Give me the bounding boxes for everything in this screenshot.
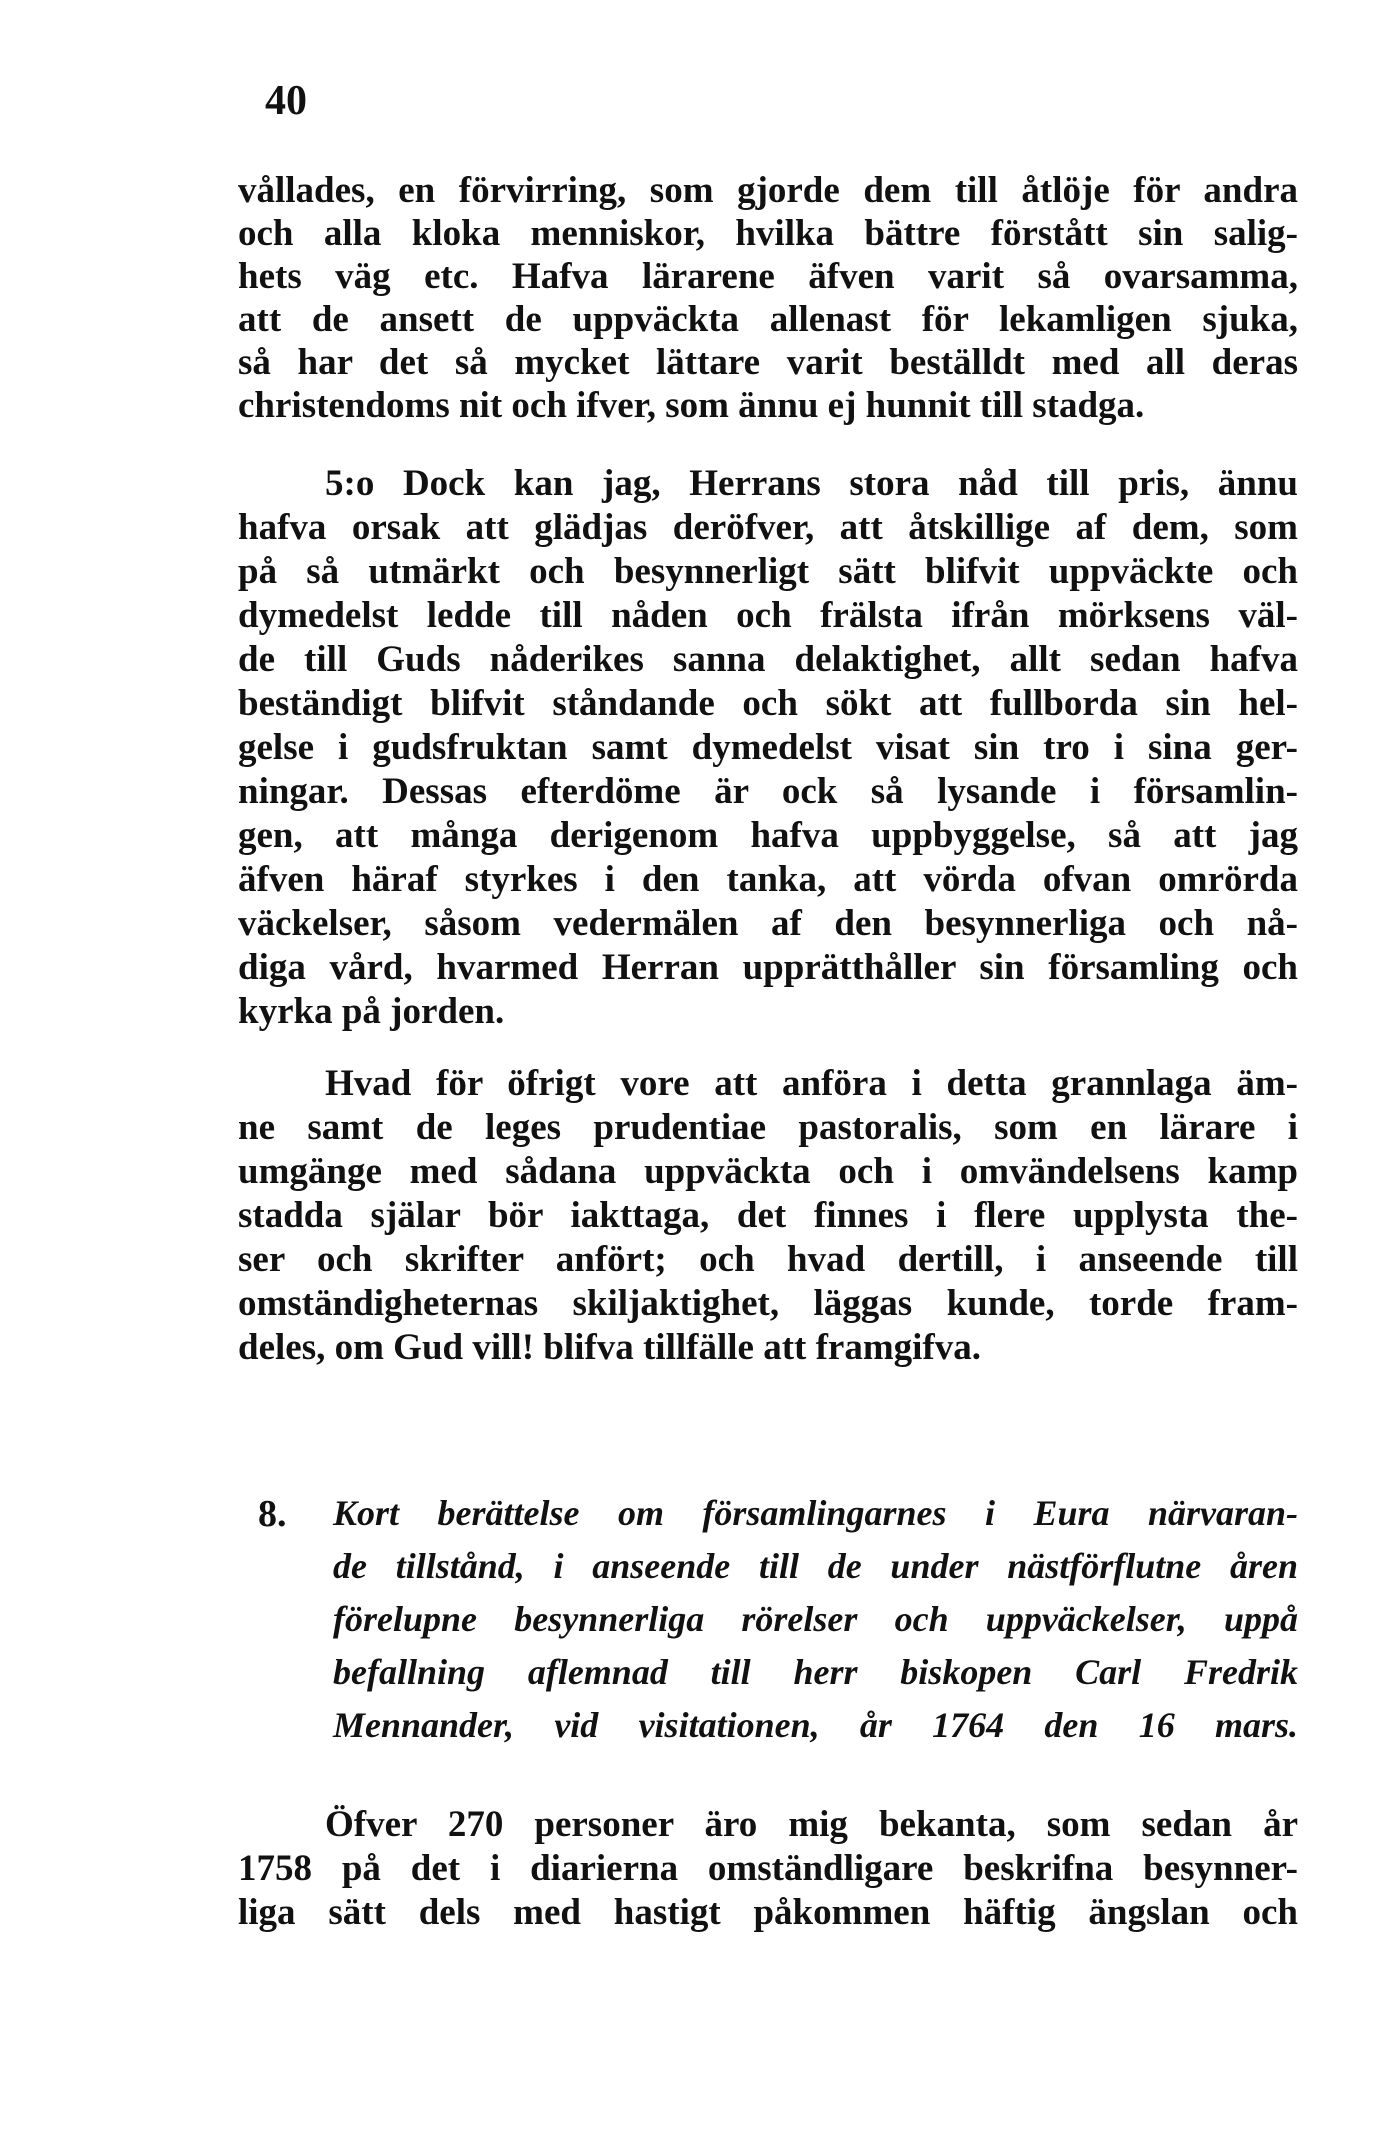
heading-line: Mennander, vid visitationen, år 1764 den 16 mars.	[333, 1705, 1298, 1745]
text-line: vållades, en förvirring, som gjorde dem till åtlöje för andra	[238, 170, 1298, 211]
text-line: gen, att många derigenom hafva uppbyggelse, så att jag	[238, 815, 1298, 856]
text-line: dymedelst ledde till nåden och frälsta ifrån mörksens väl-	[238, 595, 1298, 636]
text-line: ser och skrifter anfört; och hvad dertill, i anseende till	[238, 1239, 1298, 1280]
text-line: christendoms nit och ifver, som ännu ej hunnit till stadga.	[238, 385, 1145, 426]
text-line: stadda själar bör iakttaga, det finnes i flere upplysta the-	[238, 1195, 1298, 1236]
text-line: äfven häraf styrkes i den tanka, att vörda ofvan omrörda	[238, 859, 1298, 900]
text-line: de till Guds nåderikes sanna delaktighet, allt sedan hafva	[238, 639, 1298, 680]
text-line: Öfver 270 personer äro mig bekanta, som sedan år	[325, 1804, 1298, 1845]
text-line: gelse i gudsfruktan samt dymedelst visat sin tro i sina ger-	[238, 727, 1298, 768]
heading-line: Kort berättelse om församlingarnes i Eura närvaran-	[333, 1493, 1298, 1533]
text-line: kyrka på jorden.	[238, 991, 505, 1032]
text-line: diga vård, hvarmed Herran upprätthåller sin församling och	[238, 947, 1298, 988]
page-number: 40	[265, 78, 307, 124]
text-line: deles, om Gud vill! blifva tillfälle att framgifva.	[238, 1327, 981, 1368]
text-line: på så utmärkt och besynnerligt sätt blifvit uppväckte och	[238, 551, 1298, 592]
heading-line: förelupne besynnerliga rörelser och uppväckelser, uppå	[333, 1599, 1298, 1639]
text-line: 5:o Dock kan jag, Herrans stora nåd till pris, ännu	[325, 463, 1298, 504]
section-number: 8.	[258, 1493, 287, 1535]
heading-line: befallning aflemnad till herr biskopen Carl Fredrik	[333, 1652, 1298, 1692]
text-line: så har det så mycket lättare varit beställdt med all deras	[238, 342, 1298, 383]
text-line: och alla kloka menniskor, hvilka bättre förstått sin salig-	[238, 213, 1298, 254]
text-line: liga sätt dels med hastigt påkommen häftig ängslan och	[238, 1892, 1298, 1933]
text-line: ningar. Dessas efterdöme är ock så lysande i församlin-	[238, 771, 1298, 812]
text-line: umgänge med sådana uppväckta och i omvändelsens kamp	[238, 1151, 1298, 1192]
text-line: 1758 på det i diarierna omständligare beskrifna besynner-	[238, 1848, 1298, 1889]
text-line: omständigheternas skiljaktighet, läggas kunde, torde fram-	[238, 1283, 1298, 1324]
text-line: beständigt blifvit ståndande och sökt att fullborda sin hel-	[238, 683, 1298, 724]
heading-line: de tillstånd, i anseende till de under nästförflutne åren	[333, 1546, 1298, 1586]
text-line: Hvad för öfrigt vore att anföra i detta grannlaga äm-	[325, 1063, 1298, 1104]
text-line: hets väg etc. Hafva lärarene äfven varit så ovarsamma,	[238, 256, 1298, 297]
text-line: väckelser, såsom vedermälen af den besynnerliga och nå-	[238, 903, 1298, 944]
text-line: att de ansett de uppväckta allenast för lekamligen sjuka,	[238, 299, 1298, 340]
text-line: ne samt de leges prudentiae pastoralis, som en lärare i	[238, 1107, 1298, 1148]
text-line: hafva orsak att glädjas deröfver, att åtskillige af dem, som	[238, 507, 1298, 548]
